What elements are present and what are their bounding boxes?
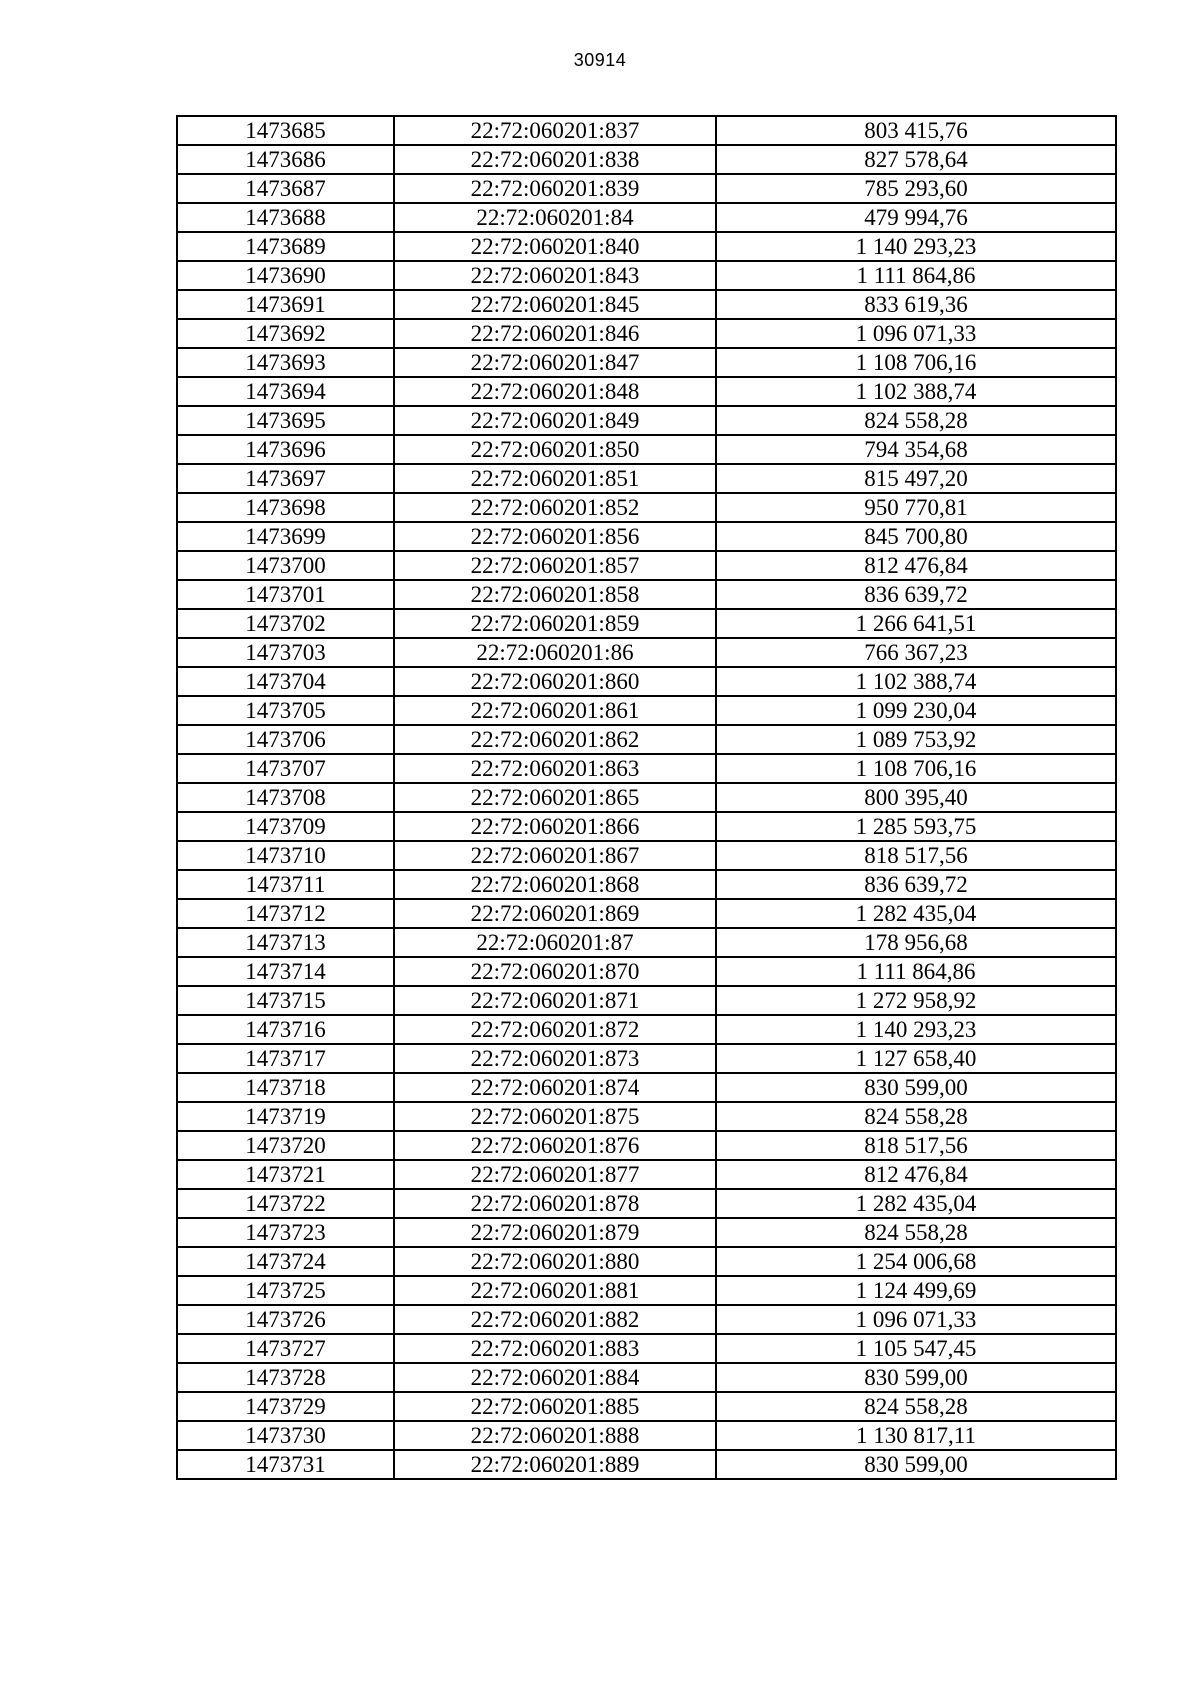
cadastral-number-cell: 22:72:060201:880	[394, 1247, 716, 1276]
cadastral-number-cell: 22:72:060201:843	[394, 261, 716, 290]
cadastral-value-cell: 824 558,28	[716, 1218, 1116, 1247]
cadastral-value-cell: 812 476,84	[716, 1160, 1116, 1189]
cadastral-value-cell: 794 354,68	[716, 435, 1116, 464]
record-number-cell: 1473687	[177, 174, 394, 203]
cadastral-value-cell: 827 578,64	[716, 145, 1116, 174]
table-row	[177, 725, 1116, 754]
cadastral-value-cell: 1 111 864,86	[716, 957, 1116, 986]
cadastral-value-cell: 1 140 293,23	[716, 1015, 1116, 1044]
table-row	[177, 1305, 1116, 1334]
record-number-cell: 1473731	[177, 1450, 394, 1479]
record-number-cell: 1473693	[177, 348, 394, 377]
cadastral-value-cell: 1 127 658,40	[716, 1044, 1116, 1073]
table-row	[177, 754, 1116, 783]
record-number-cell: 1473717	[177, 1044, 394, 1073]
cadastral-value-cell: 830 599,00	[716, 1073, 1116, 1102]
record-number-cell: 1473709	[177, 812, 394, 841]
table-row	[177, 377, 1116, 406]
table-row	[177, 667, 1116, 696]
cadastral-value-cell: 178 956,68	[716, 928, 1116, 957]
cadastral-number-cell: 22:72:060201:858	[394, 580, 716, 609]
cadastral-value-cell: 1 096 071,33	[716, 1305, 1116, 1334]
cadastral-value-cell: 800 395,40	[716, 783, 1116, 812]
cadastral-number-cell: 22:72:060201:868	[394, 870, 716, 899]
table-row	[177, 1073, 1116, 1102]
cadastral-number-cell: 22:72:060201:867	[394, 841, 716, 870]
table-row	[177, 957, 1116, 986]
cadastral-value-cell: 1 102 388,74	[716, 377, 1116, 406]
cadastral-value-cell: 766 367,23	[716, 638, 1116, 667]
cadastral-number-cell: 22:72:060201:879	[394, 1218, 716, 1247]
cadastral-value-cell: 818 517,56	[716, 1131, 1116, 1160]
table-row	[177, 174, 1116, 203]
cadastral-number-cell: 22:72:060201:869	[394, 899, 716, 928]
record-number-cell: 1473697	[177, 464, 394, 493]
cadastral-value-cell: 1 105 547,45	[716, 1334, 1116, 1363]
cadastral-value-cell: 1 108 706,16	[716, 348, 1116, 377]
cadastral-number-cell: 22:72:060201:849	[394, 406, 716, 435]
record-number-cell: 1473714	[177, 957, 394, 986]
record-number-cell: 1473713	[177, 928, 394, 957]
record-number-cell: 1473708	[177, 783, 394, 812]
cadastral-number-cell: 22:72:060201:874	[394, 1073, 716, 1102]
cadastral-value-cell: 1 108 706,16	[716, 754, 1116, 783]
cadastral-value-cell: 824 558,28	[716, 1392, 1116, 1421]
cadastral-number-cell: 22:72:060201:848	[394, 377, 716, 406]
record-number-cell: 1473696	[177, 435, 394, 464]
record-number-cell: 1473686	[177, 145, 394, 174]
cadastral-value-cell: 1 099 230,04	[716, 696, 1116, 725]
page-number: 30914	[573, 50, 627, 70]
cadastral-number-cell: 22:72:060201:856	[394, 522, 716, 551]
cadastral-number-cell: 22:72:060201:845	[394, 290, 716, 319]
record-number-cell: 1473705	[177, 696, 394, 725]
table-row	[177, 841, 1116, 870]
table-row	[177, 1392, 1116, 1421]
cadastral-number-cell: 22:72:060201:861	[394, 696, 716, 725]
cadastral-value-cell: 824 558,28	[716, 1102, 1116, 1131]
cadastral-number-cell: 22:72:060201:839	[394, 174, 716, 203]
table-row	[177, 145, 1116, 174]
cadastral-number-cell: 22:72:060201:875	[394, 1102, 716, 1131]
cadastral-value-cell: 1 254 006,68	[716, 1247, 1116, 1276]
record-number-cell: 1473728	[177, 1363, 394, 1392]
table-row	[177, 638, 1116, 667]
table-row	[177, 1247, 1116, 1276]
cadastral-value-cell: 1 102 388,74	[716, 667, 1116, 696]
cadastral-value-cell: 785 293,60	[716, 174, 1116, 203]
record-number-cell: 1473699	[177, 522, 394, 551]
cadastral-number-cell: 22:72:060201:850	[394, 435, 716, 464]
cadastral-value-cell: 824 558,28	[716, 406, 1116, 435]
record-number-cell: 1473698	[177, 493, 394, 522]
table-row	[177, 1044, 1116, 1073]
record-number-cell: 1473707	[177, 754, 394, 783]
record-number-cell: 1473694	[177, 377, 394, 406]
table-row	[177, 580, 1116, 609]
table-row	[177, 1131, 1116, 1160]
table-row	[177, 232, 1116, 261]
record-number-cell: 1473704	[177, 667, 394, 696]
record-number-cell: 1473706	[177, 725, 394, 754]
table-row	[177, 261, 1116, 290]
cadastral-number-cell: 22:72:060201:883	[394, 1334, 716, 1363]
cadastral-value-cell: 1 124 499,69	[716, 1276, 1116, 1305]
cadastral-number-cell: 22:72:060201:838	[394, 145, 716, 174]
cadastral-number-cell: 22:72:060201:889	[394, 1450, 716, 1479]
record-number-cell: 1473692	[177, 319, 394, 348]
record-number-cell: 1473720	[177, 1131, 394, 1160]
record-number-cell: 1473711	[177, 870, 394, 899]
table-row	[177, 1276, 1116, 1305]
cadastral-number-cell: 22:72:060201:865	[394, 783, 716, 812]
cadastral-number-cell: 22:72:060201:862	[394, 725, 716, 754]
cadastral-number-cell: 22:72:060201:870	[394, 957, 716, 986]
cadastral-number-cell: 22:72:060201:877	[394, 1160, 716, 1189]
table-row	[177, 348, 1116, 377]
table-row	[177, 899, 1116, 928]
record-number-cell: 1473716	[177, 1015, 394, 1044]
cadastral-number-cell: 22:72:060201:859	[394, 609, 716, 638]
cadastral-number-cell: 22:72:060201:871	[394, 986, 716, 1015]
table-row	[177, 1189, 1116, 1218]
cadastral-number-cell: 22:72:060201:857	[394, 551, 716, 580]
record-number-cell: 1473691	[177, 290, 394, 319]
cadastral-number-cell: 22:72:060201:888	[394, 1421, 716, 1450]
record-number-cell: 1473727	[177, 1334, 394, 1363]
cadastral-number-cell: 22:72:060201:863	[394, 754, 716, 783]
table-row	[177, 609, 1116, 638]
table-row	[177, 116, 1116, 145]
cadastral-number-cell: 22:72:060201:866	[394, 812, 716, 841]
cadastral-value-cell: 1 130 817,11	[716, 1421, 1116, 1450]
table-row	[177, 1363, 1116, 1392]
record-number-cell: 1473688	[177, 203, 394, 232]
record-number-cell: 1473715	[177, 986, 394, 1015]
record-number-cell: 1473685	[177, 116, 394, 145]
cadastral-value-cell: 1 140 293,23	[716, 232, 1116, 261]
cadastral-number-cell: 22:72:060201:885	[394, 1392, 716, 1421]
cadastral-value-cell: 836 639,72	[716, 870, 1116, 899]
table-row	[177, 928, 1116, 957]
cadastral-value-cell: 845 700,80	[716, 522, 1116, 551]
record-number-cell: 1473724	[177, 1247, 394, 1276]
record-number-cell: 1473700	[177, 551, 394, 580]
record-number-cell: 1473712	[177, 899, 394, 928]
table-row	[177, 1334, 1116, 1363]
cadastral-value-cell: 833 619,36	[716, 290, 1116, 319]
cadastral-number-cell: 22:72:060201:847	[394, 348, 716, 377]
cadastral-value-cell: 815 497,20	[716, 464, 1116, 493]
record-number-cell: 1473695	[177, 406, 394, 435]
table-row	[177, 1450, 1116, 1479]
cadastral-number-cell: 22:72:060201:873	[394, 1044, 716, 1073]
cadastral-number-cell: 22:72:060201:876	[394, 1131, 716, 1160]
table-row	[177, 870, 1116, 899]
cadastral-value-cell: 1 285 593,75	[716, 812, 1116, 841]
table-row	[177, 783, 1116, 812]
table-body	[177, 116, 1116, 1479]
cadastral-number-cell: 22:72:060201:86	[394, 638, 716, 667]
cadastral-value-table	[176, 115, 1117, 1480]
table-row	[177, 1218, 1116, 1247]
table-row	[177, 1160, 1116, 1189]
table-row	[177, 406, 1116, 435]
cadastral-number-cell: 22:72:060201:878	[394, 1189, 716, 1218]
table-row	[177, 435, 1116, 464]
cadastral-value-cell: 836 639,72	[716, 580, 1116, 609]
table-row	[177, 812, 1116, 841]
record-number-cell: 1473690	[177, 261, 394, 290]
cadastral-number-cell: 22:72:060201:837	[394, 116, 716, 145]
cadastral-value-cell: 1 282 435,04	[716, 899, 1116, 928]
table-row	[177, 1015, 1116, 1044]
table-row	[177, 1421, 1116, 1450]
record-number-cell: 1473723	[177, 1218, 394, 1247]
cadastral-value-cell: 830 599,00	[716, 1363, 1116, 1392]
record-number-cell: 1473722	[177, 1189, 394, 1218]
record-number-cell: 1473726	[177, 1305, 394, 1334]
cadastral-number-cell: 22:72:060201:860	[394, 667, 716, 696]
cadastral-number-cell: 22:72:060201:84	[394, 203, 716, 232]
record-number-cell: 1473718	[177, 1073, 394, 1102]
record-number-cell: 1473702	[177, 609, 394, 638]
table-row	[177, 696, 1116, 725]
cadastral-number-cell: 22:72:060201:882	[394, 1305, 716, 1334]
cadastral-value-cell: 1 282 435,04	[716, 1189, 1116, 1218]
record-number-cell: 1473725	[177, 1276, 394, 1305]
table-row	[177, 319, 1116, 348]
record-number-cell: 1473719	[177, 1102, 394, 1131]
cadastral-value-cell: 950 770,81	[716, 493, 1116, 522]
cadastral-number-cell: 22:72:060201:884	[394, 1363, 716, 1392]
cadastral-value-cell: 1 089 753,92	[716, 725, 1116, 754]
cadastral-number-cell: 22:72:060201:840	[394, 232, 716, 261]
cadastral-value-cell: 1 272 958,92	[716, 986, 1116, 1015]
record-number-cell: 1473701	[177, 580, 394, 609]
table-row	[177, 203, 1116, 232]
cadastral-value-cell: 830 599,00	[716, 1450, 1116, 1479]
cadastral-value-cell: 479 994,76	[716, 203, 1116, 232]
table-row	[177, 1102, 1116, 1131]
table-row	[177, 522, 1116, 551]
cadastral-value-cell: 803 415,76	[716, 116, 1116, 145]
record-number-cell: 1473689	[177, 232, 394, 261]
cadastral-value-cell: 812 476,84	[716, 551, 1116, 580]
cadastral-value-cell: 818 517,56	[716, 841, 1116, 870]
cadastral-number-cell: 22:72:060201:872	[394, 1015, 716, 1044]
cadastral-value-cell: 1 096 071,33	[716, 319, 1116, 348]
table-row	[177, 551, 1116, 580]
cadastral-value-cell: 1 111 864,86	[716, 261, 1116, 290]
cadastral-number-cell: 22:72:060201:87	[394, 928, 716, 957]
record-number-cell: 1473729	[177, 1392, 394, 1421]
cadastral-value-cell: 1 266 641,51	[716, 609, 1116, 638]
table-row	[177, 493, 1116, 522]
cadastral-number-cell: 22:72:060201:852	[394, 493, 716, 522]
record-number-cell: 1473730	[177, 1421, 394, 1450]
record-number-cell: 1473721	[177, 1160, 394, 1189]
cadastral-number-cell: 22:72:060201:851	[394, 464, 716, 493]
table-row	[177, 986, 1116, 1015]
cadastral-number-cell: 22:72:060201:846	[394, 319, 716, 348]
table-row	[177, 290, 1116, 319]
record-number-cell: 1473710	[177, 841, 394, 870]
table-row	[177, 464, 1116, 493]
record-number-cell: 1473703	[177, 638, 394, 667]
cadastral-number-cell: 22:72:060201:881	[394, 1276, 716, 1305]
